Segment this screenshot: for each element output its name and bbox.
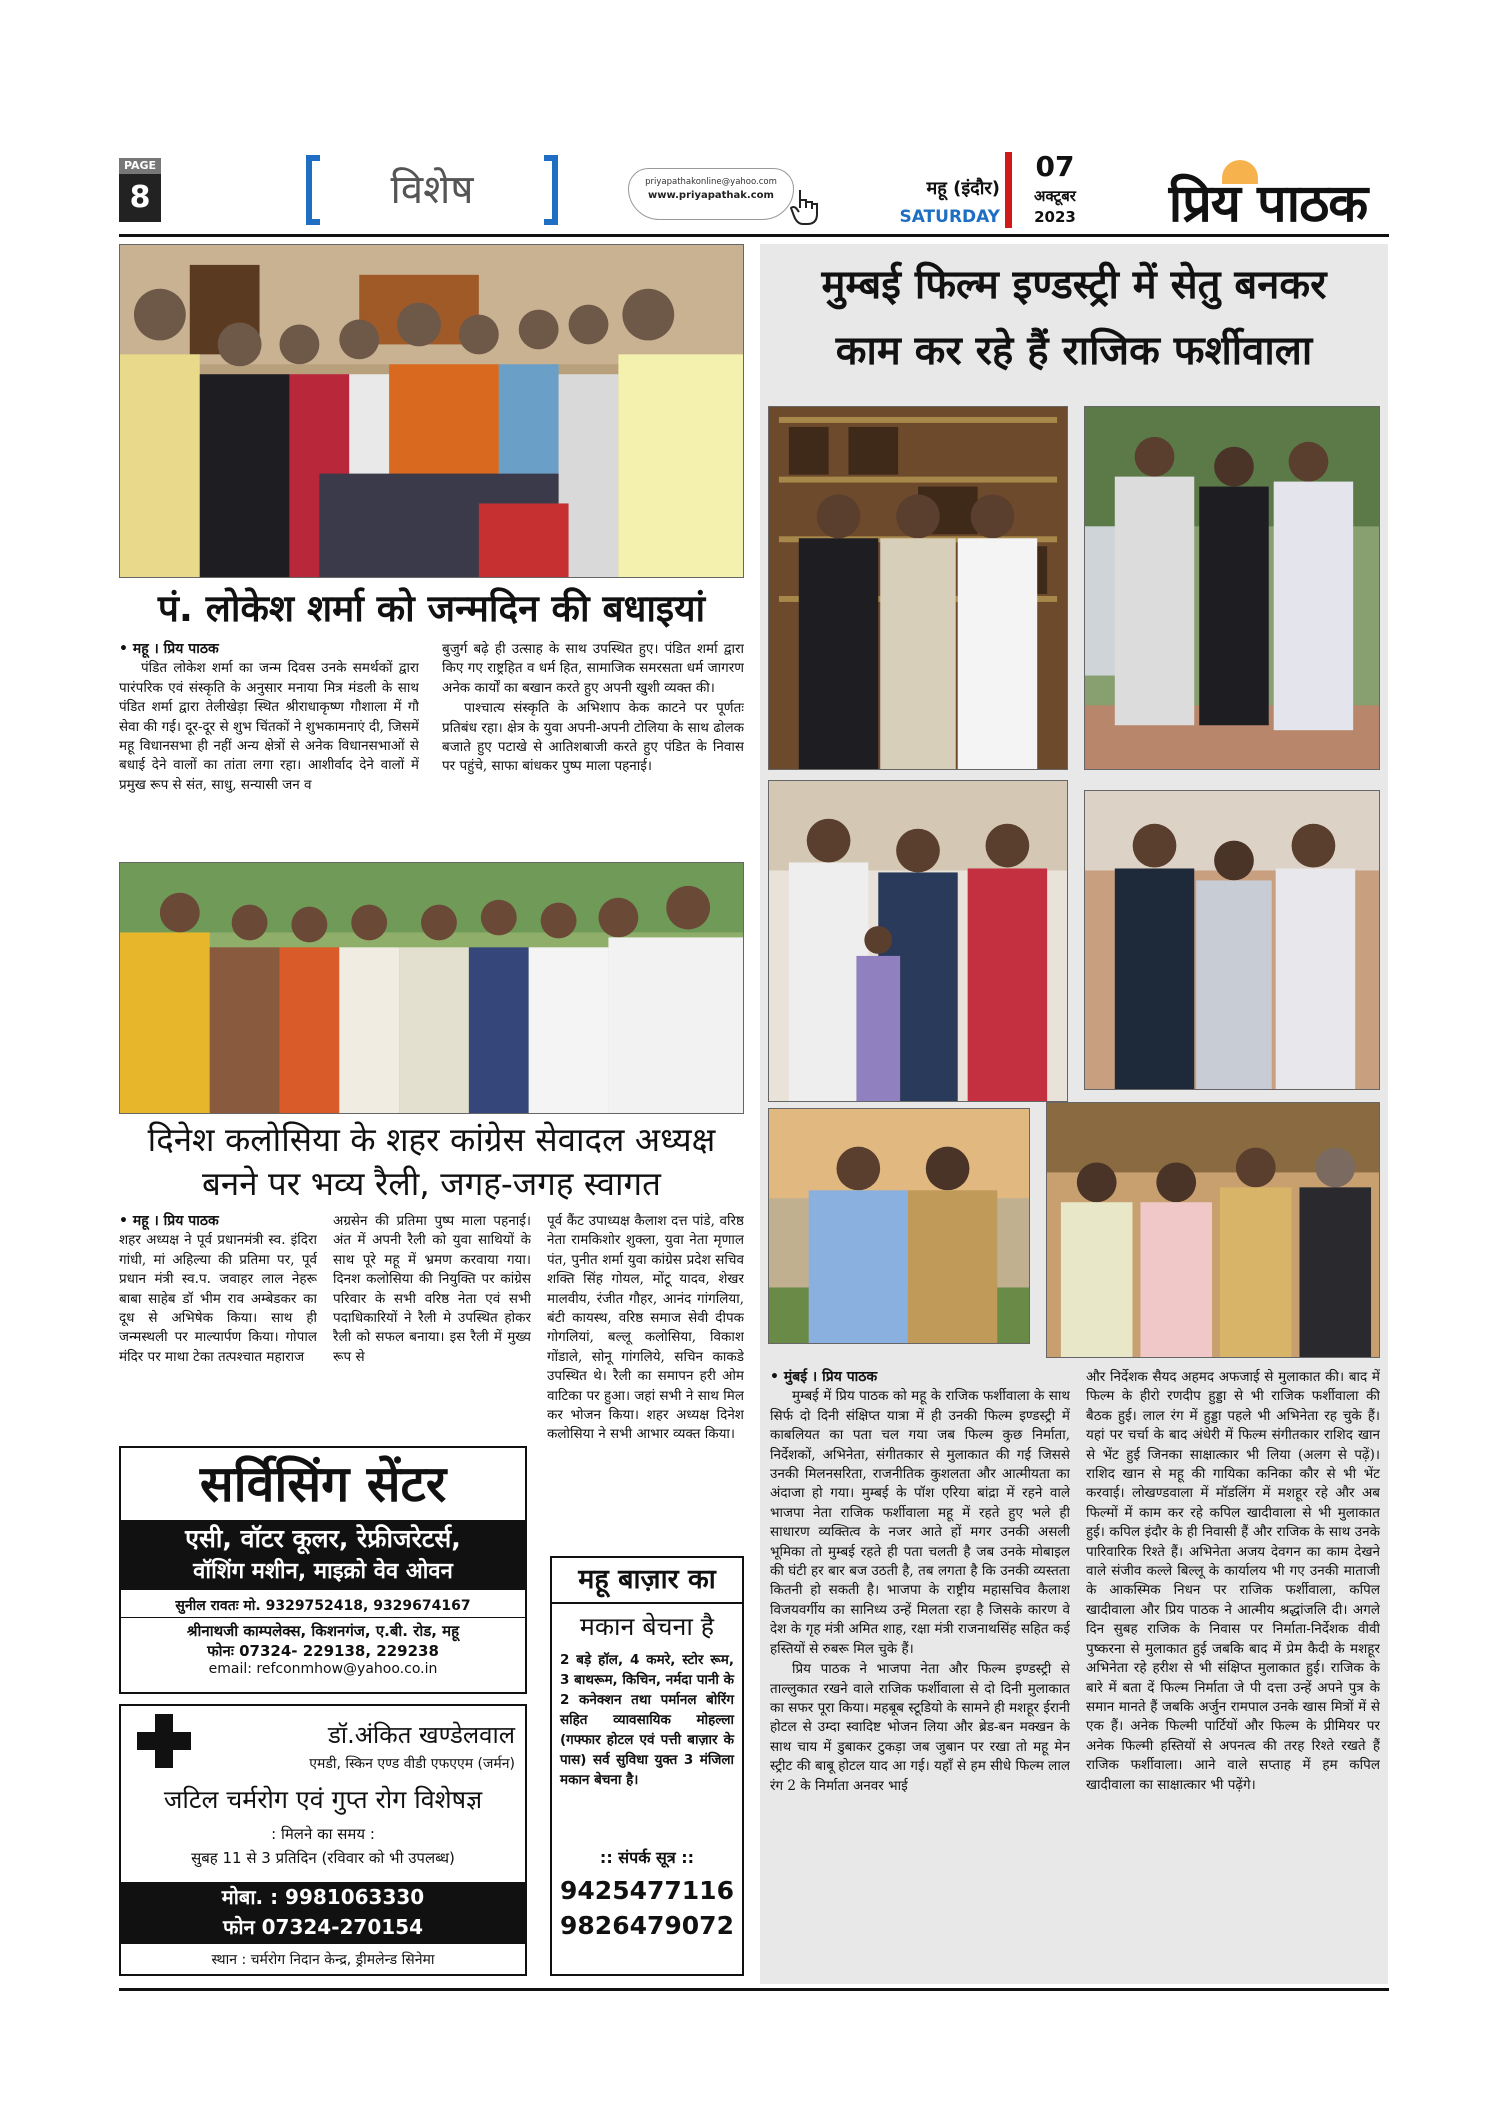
pointer-hand-icon bbox=[790, 186, 824, 226]
ad-doctor-contact-banner bbox=[121, 1882, 525, 1944]
photo-family-meeting bbox=[1046, 1102, 1380, 1358]
medical-cross-icon bbox=[137, 1714, 191, 1768]
ad-house-subtitle: मकान बेचना है bbox=[579, 1612, 715, 1641]
newspaper-title: प्रिय पाठक bbox=[1168, 174, 1368, 234]
story2-byline: • महू । प्रिय पाठक bbox=[119, 1213, 219, 1229]
ad-servicing-contact: सुनील रावतः मो. 9329752418, 9329674167 bbox=[121, 1596, 525, 1618]
story1-col1 bbox=[119, 640, 419, 850]
story3-col2 bbox=[1086, 1368, 1380, 1978]
photo-outdoor-trio bbox=[1084, 406, 1380, 770]
story3-headline-line2: काम कर रहे हैं राजिक फर्शीवाला bbox=[835, 328, 1313, 374]
story2-col2-text: अग्रसेन की प्रतिमा पुष्प माला पहनाई। अंत में अपनी रैली को युवा साथियों के साथ पूरे महू में भ्रमण करवाया गया। दिनश कलोसिया की नियुक्ति पर कांग्रेस परिवार के सभी वरिष्ठ नेता एवं सभी पदाधिकारियों ने रैली मे उपस्थित होकर रैली को सफल बनाया। इस रैली में मुख्य रूप से bbox=[333, 1213, 531, 1365]
city-label: महू (इंदौर) bbox=[926, 178, 1000, 199]
ad-servicing-address: श्रीनाथजी काम्पलेक्स, किशनगंज, ए.बी. रोड, महू bbox=[186, 1622, 460, 1640]
ad-doctor-phone: फोन 07324-270154 bbox=[222, 1915, 424, 1939]
page-number: 8 bbox=[119, 174, 161, 222]
page-label: PAGE bbox=[119, 158, 161, 174]
story3-headline bbox=[760, 252, 1388, 384]
story2-col3-text: पूर्व कैंट उपाध्यक्ष कैलाश दत्त पांडे, वरिष्ठ नेता रामकिशोर शुक्ला, युवा नेता मृणाल पंत, पुनीत शर्मा युवा कांग्रेस प्रदेश सचिव शक्ति सिंह गोयल, मोंटू यादव, शेखर मालवीय, रंजीत गौहर, आनंद गांगलिया, बंटी कायस्थ, वरिष्ठ समाज सेवी दीपक गोगलियां, बल्लू कलोसिया, विकाश गोंडाले, सोनू गांगलिये, सचिन काकडे उपस्थित थे। रैली का समापन हरी ओम वाटिका पर हुआ। जहां सभी ने साथ मिल कर भोजन किया। शहर अध्यक्ष दिनेश कलोसिया ने सभी आभार व्यक्त किया। bbox=[547, 1213, 744, 1443]
story3-col1a-text: मुम्बई में प्रिय पाठक को महू के राजिक फर्शीवाला के साथ सिर्फ दो दिनी संक्षिप्त यात्रा में ही उनकी फिल्म इण्डस्ट्री में काबलियत का पता चल गया जब फिल्म कुछ निर्माता, निर्देशकों, अभिनेता, संगीतकार से मुलाकात की गई जिससे उनकी मिलनसरिता, राजनीतिक कुशलता और आत्मीयता का अंदाजा हो गया। मुम्बई के पॉश एरिया बांद्रा में रहने वाले भाजपा नेता राजिक फर्शीवाला महू में रहते हुए भले ही साधारण व्यक्तित्व के नजर आते हों मगर उनकी असली भूमिका तो मुम्बई रहते ही पता चलती है जब उनके मोबाइल की घंटी हर बार बज उठती है, तब लगता है कि उनकी व्यस्तता कितनी हो सकती है। भाजपा के राष्ट्रीय महासचिव कैलाश विजयवर्गीय का सानिध्य उन्हें मिलता रहा है जिसके कारण वे देश के गृह मंत्री अमित शाह, रक्षा मंत्री राजनाथसिंह सहित कई हस्तियों से रुबरू मिल चुके हैं। bbox=[770, 1388, 1070, 1657]
photo-event-group bbox=[768, 780, 1068, 1102]
story1-col1-text: पंडित लोकेश शर्मा का जन्म दिवस उनके समर्थकों द्वारा पारंपरिक एवं संस्कृति के अनुसार मनाया मित्र मंडली के साथ पंडित शर्मा द्वारा तेलीखेड़ा स्थित श्रीराधाकृष्ण गौशाला में गौ सेवा की गई। दूर-दूर से शुभ चिंतकों ने शुभकामनाएं दी, जिसमें महू विधानसभा ही नहीं अन्य क्षेत्रों से अनेक विधानसभाओं से बधाई देने वालों का तांता लगा रहा। आशीर्वाद देने वालों में प्रमुख रूप से संत, साधु, सन्यासी जन व bbox=[119, 660, 419, 793]
section-title: विशेष bbox=[390, 167, 474, 213]
email-text: priyapathakonline@yahoo.com bbox=[645, 177, 777, 187]
masthead-red-divider bbox=[1005, 152, 1012, 228]
photo-lawn-duo bbox=[768, 1108, 1030, 1344]
story2-headline bbox=[119, 1118, 744, 1206]
photo-bookshelf-meeting bbox=[768, 406, 1068, 770]
website-text: www.priyapathak.com bbox=[648, 190, 774, 201]
ad-doctor-mobile: मोबा. : 9981063330 bbox=[221, 1885, 425, 1909]
story3-headline-line1: मुम्बई फिल्म इण्डस्ट्री में सेतु बनकर bbox=[821, 262, 1327, 308]
masthead-rule bbox=[119, 234, 1389, 237]
story3-col2-text: और निर्देशक सैयद अहमद अफजाई से मुलाकात की। बाद में फिल्म के हीरो रणदीप हुड्डा से भी राजिक फर्शीवाला की बैठक हुई। लाल रंग में हुड्डा पहले भी अभिनेता रह चुके हैं। यहां पर चर्चा के बाद अंधेरी में फिल्म संगीतकार राशिद खान से भेंट हुई जिनका साक्षात्कार भी लिया (अलग से पढ़ें)। राशिद खान से महू की गायिका कनिका कौर से भी भेंट करवाई। लोखण्डवाला में मॉडलिंग में मशहूर रहे और अब फिल्मों में काम कर रहे कपिल खादीवाला से भी मुलाकात हुई। कपिल इंदौर के ही निवासी हैं और राजिक के साथ उनके पारिवारिक रिश्ते हैं। अभिनेता अजय देवगन का काम देखने वाले संजीव कल्ले बिल्लू के कार्यालय भी गए उनकी माताजी के आकस्मिक निधन पर राजिक फर्शीवाला, कपिल खादीवाला और प्रिय पाठक ने आत्मीय श्रद्धांजलि दी। अगले दिन सुबह राजिक के निवास पर निर्माता-निर्देशक वीवी पुष्करना से मुलाकात हुई जबकि बाद में प्रेम कैदी के मशहूर अभिनेता रहे हरीश से भी संक्षिप्त मुलाकात हुई। राजिक के बारे में बता दें फिल्म निर्माता जे पी दत्ता उन्हें अपने पुत्र के समान मानते हैं जबकि अर्जुन रामपाल उनके खास मित्रों में से एक हैं। अनेक फिल्मी पार्टियों और फिल्म के प्रीमियर पर अनेक फिल्मी हस्तियों से अपनत्व की तरह रिश्ते रखते हैं राजिक फर्शीवाला। आने वाले सप्ताह में हम कपिल खादीवाला का साक्षात्कार भी पढ़ेंगे। bbox=[1086, 1369, 1380, 1793]
story1-col2b-text: पाश्चात्य संस्कृति के अभिशाप केक काटने पर पूर्णतः प्रतिबंध रहा। क्षेत्र के युवा अपनी-अपनी टोलिया के साथ ढोलक बजाते हुए पटाखे से आतिशबाजी करते हुए पंडित के निवास पर पहुंचे, साफा बांधकर पुष्प माला पहनाई। bbox=[442, 700, 744, 775]
story1-headline: पं. लोकेश शर्मा को जन्मदिन की बधाइयां bbox=[157, 587, 706, 630]
ad-house-phone1: 9425477116 bbox=[560, 1876, 734, 1905]
ad-servicing-banner bbox=[121, 1520, 525, 1590]
story1-col2 bbox=[442, 640, 744, 850]
ad-house-phone2: 9826479072 bbox=[560, 1911, 734, 1940]
story3-byline: • मुंबई । प्रिय पाठक bbox=[770, 1369, 878, 1385]
ad-doctor[interactable] bbox=[119, 1704, 527, 1976]
ad-doctor-speciality: जटिल चर्मरोग एवं गुप्त रोग विशेषज्ञ bbox=[163, 1785, 483, 1814]
story1-byline: • महू । प्रिय पाठक bbox=[119, 641, 219, 657]
date-day: 07 bbox=[1035, 150, 1075, 183]
rally-group-photo bbox=[119, 862, 744, 1114]
story2-headline-line1: दिनेश कलोसिया के शहर कांग्रेस सेवादल अध्यक्ष bbox=[147, 1120, 716, 1159]
ad-servicing-title: सर्विसिंग सेंटर bbox=[199, 1455, 447, 1513]
ad-doctor-timing-label: : मिलने का समय : bbox=[271, 1825, 375, 1843]
ad-servicing-email: email: refconmhow@yahoo.co.in bbox=[208, 1661, 438, 1677]
ad-house-contact-label: :: संपर्क सूत्र :: bbox=[599, 1848, 695, 1867]
newspaper-logo[interactable] bbox=[1148, 160, 1388, 232]
ad-house-details: 2 बड़े हॉल, 4 कमरे, स्टोर रूम, 3 बाथरूम, किचिन, नर्मदा पानी के 2 कनेक्शन तथा पर्मानल बोरिंग सहित व्यावसायिक मोहल्ला (गफ्फार होटल एवं पत्ती बाज़ार के पास) सर्व सुविधा युक्त 3 मंजिला मकान बेचना है। bbox=[560, 1652, 734, 1788]
story2-col3 bbox=[547, 1212, 744, 1548]
ad-doctor-degree: एमडी, स्किन एण्ड वीडी एफएएम (जर्मन) bbox=[309, 1756, 515, 1772]
story2-col1-text: शहर अध्यक्ष ने पूर्व प्रधानमंत्री स्व. इंदिरा गांधी, मां अहिल्या की प्रतिमा पर, पूर्व प्रधान मंत्री स्व.प. जवाहर लाल नेहरू बाबा साहेब डॉ भीम राव अम्बेडकर का दूध से अभिषेक किया। साथ ही जन्मस्थली पर माल्यार्पण किया। गोपाल मंदिर पर माथा टेका तत्पश्चात महाराज bbox=[119, 1232, 317, 1365]
bottom-rule bbox=[119, 1988, 1389, 1991]
story2-col2 bbox=[333, 1212, 531, 1438]
date-year: 2023 bbox=[1034, 208, 1076, 226]
birthday-group-photo bbox=[119, 244, 744, 578]
ad-doctor-place: स्थान : चर्मरोग निदान केन्द्र, ड्रीमलेन्ड सिनेमा bbox=[211, 1952, 435, 1968]
page-number-block bbox=[119, 158, 161, 226]
story1-col2a-text: बुजुर्ग बढ़े ही उत्साह के साथ उपस्थित हुए। पंडित शर्मा द्वारा किए गए राष्ट्रहित व धर्म हित, सामाजिक समरसता धर्म जागरण अनेक कार्यों का बखान करते हुए अपनी खुशी व्यक्त की। bbox=[442, 641, 744, 696]
story3-col1 bbox=[770, 1368, 1070, 1978]
date-month: अक्टूबर bbox=[1034, 187, 1076, 205]
ad-servicing-phone: फोनः 07324- 229138, 229238 bbox=[207, 1642, 439, 1660]
ad-servicing-line1: एसी, वॉटर कूलर, रेफ्रीजरेटर्स, bbox=[185, 1524, 461, 1553]
section-label-block bbox=[306, 155, 558, 225]
ad-house-title: महू बाज़ार का bbox=[552, 1558, 742, 1604]
day-label: SATURDAY bbox=[899, 207, 1000, 227]
photo-office-trio bbox=[1084, 790, 1380, 1090]
ad-house-sale[interactable] bbox=[550, 1556, 744, 1976]
ad-servicing-line2: वॉशिंग मशीन, माइक्रो वेव ओवन bbox=[193, 1559, 453, 1584]
ad-servicing-center[interactable] bbox=[119, 1446, 527, 1694]
story2-col1 bbox=[119, 1212, 317, 1438]
web-badge[interactable] bbox=[628, 168, 794, 220]
ad-doctor-timing: सुबह 11 से 3 प्रतिदिन (रविवार को भी उपलब्ध) bbox=[191, 1849, 455, 1867]
story3-col1b-text: प्रिय पाठक ने भाजपा नेता और फिल्म इण्डस्ट्री से ताल्लुकात रखने वाले राजिक फर्शीवाला से दो दिनी मुलाकात का सफर पूरा किया। महबूब स्टूडियो के सामने ही मशहूर ईरानी होटल से उम्दा स्वादिष्ट भोजन लिया और ब्रेड-बन मक्खन के साथ चाय में डुबाकर टुकड़ा जब जुबान पर रखा तो महू मेन स्ट्रीट की बाबू होटल याद आ गई। यहाँ से हम सीधे फिल्म लाल रंग 2 के निर्माता अनवर भाई bbox=[770, 1661, 1070, 1794]
ad-doctor-name: डॉ.अंकित खण्डेलवाल bbox=[328, 1721, 515, 1749]
story2-headline-line2: बनने पर भव्य रैली, जगह-जगह स्वागत bbox=[202, 1164, 661, 1203]
